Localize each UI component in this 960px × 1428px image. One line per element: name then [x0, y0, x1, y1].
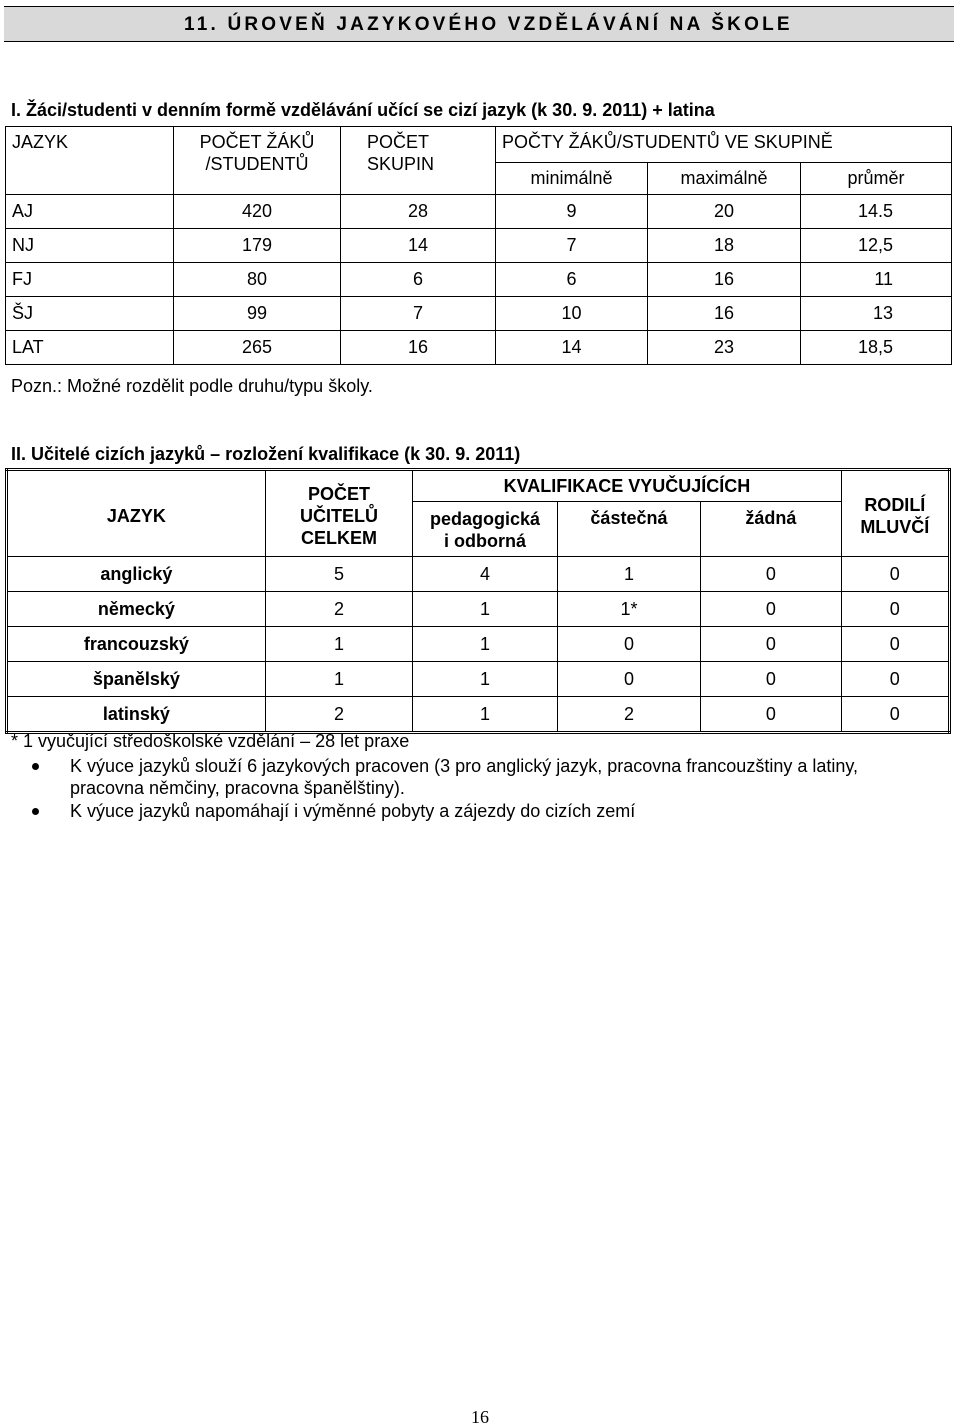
header-students: POČET ŽÁKŮ /STUDENTŮ	[174, 127, 341, 195]
header-max: maximálně	[648, 163, 801, 195]
table-row: anglický 5 4 1 0 0	[7, 557, 950, 592]
header-teachers: POČET UČITELŮ CELKEM	[265, 470, 412, 557]
page-number: 16	[471, 1407, 489, 1427]
header-partial: částečná	[557, 502, 700, 557]
students-table	[5, 126, 952, 365]
table-1-note: Pozn.: Možné rozdělit podle druhu/typu školy.	[11, 376, 373, 396]
header-pedagogical: pedagogická i odborná	[413, 502, 557, 557]
header-per-group: POČTY ŽÁKŮ/STUDENTŮ VE SKUPINĚ	[496, 127, 952, 163]
table-row: latinský 2 1 2 0 0	[7, 697, 950, 733]
bullet-list	[32, 755, 932, 823]
header-lang: JAZYK	[7, 470, 266, 557]
header-qualification: KVALIFIKACE VYUČUJÍCÍCH	[413, 470, 841, 502]
page-heading	[4, 6, 954, 42]
bullet-icon	[32, 808, 39, 815]
header-groups: POČET SKUPIN	[341, 127, 496, 195]
header-native: RODILÍ MLUVČÍ	[841, 470, 949, 557]
header-lang: JAZYK	[6, 127, 174, 195]
table-row: NJ 179 14 7 18 12,5	[6, 229, 952, 263]
table-2-footnote: * 1 vyučující středoškolské vzdělání – 28 let praxe	[11, 731, 410, 751]
table-row: LAT 265 16 14 23 18,5	[6, 331, 952, 365]
table-row: německý 2 1 1* 0 0	[7, 592, 950, 627]
teachers-table	[5, 468, 951, 734]
list-item: K výuce jazyků slouží 6 jazykových pracoven (3 pro anglický jazyk, pracovna francouzštiny a latiny, pracovna němčiny, pracovna španělštiny).	[32, 755, 932, 799]
bullet-icon	[32, 763, 39, 770]
header-min: minimálně	[496, 163, 648, 195]
table-row: AJ 420 28 9 20 14.5	[6, 195, 952, 229]
page-heading-text: 11. ÚROVEŇ JAZYKOVÉHO VZDĚLÁVÁNÍ NA ŠKOLE	[184, 14, 793, 35]
header-avg: průměr	[801, 163, 952, 195]
list-item: K výuce jazyků napomáhají i výměnné pobyty a zájezdy do cizích zemí	[32, 800, 932, 822]
section-1-title: I. Žáci/studenti v denním formě vzdělávání učící se cizí jazyk (k 30. 9. 2011) + latina	[11, 100, 715, 120]
table-row: ŠJ 99 7 10 16 13	[6, 297, 952, 331]
table-row: FJ 80 6 6 16 11	[6, 263, 952, 297]
section-2-title: II. Učitelé cizích jazyků – rozložení kvalifikace (k 30. 9. 2011)	[11, 444, 521, 464]
header-none: žádná	[701, 502, 841, 557]
table-row: španělský 1 1 0 0 0	[7, 662, 950, 697]
table-row: francouzský 1 1 0 0 0	[7, 627, 950, 662]
